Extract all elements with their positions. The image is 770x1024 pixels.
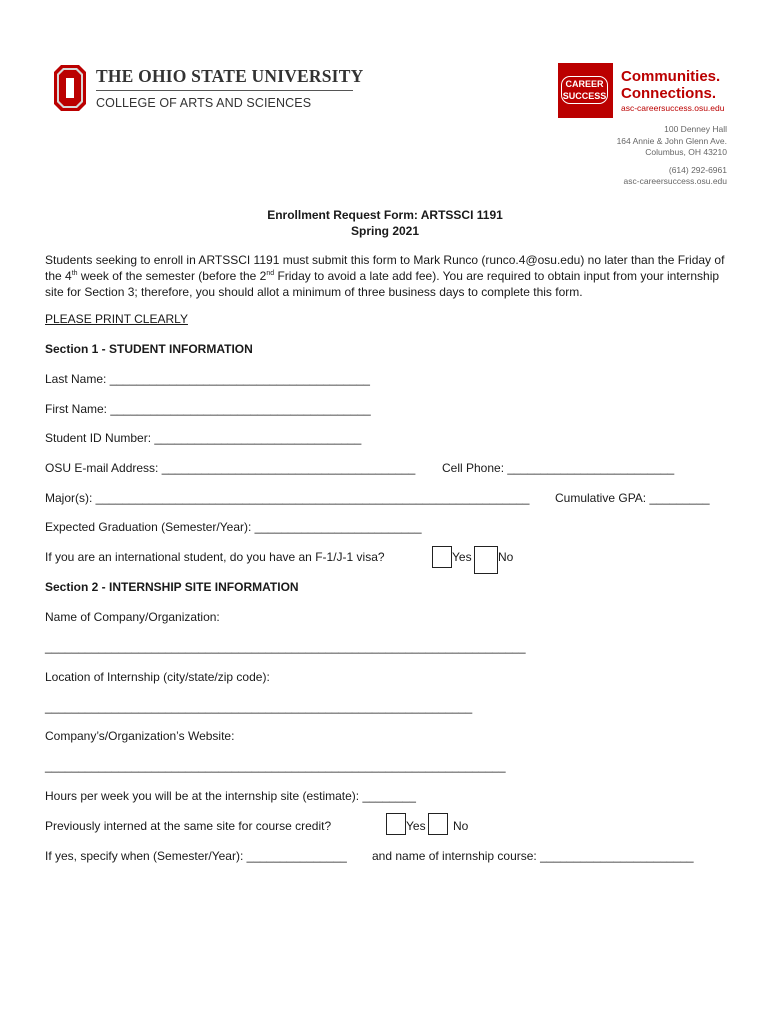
- intro-paragraph: [45, 252, 735, 300]
- college-name: COLLEGE OF ARTS AND SCIENCES: [96, 96, 312, 110]
- tagline-communities: Communities.: [621, 68, 721, 85]
- student-id-field[interactable]: Student ID Number: _______________________________: [45, 431, 362, 445]
- osu-block-o-logo: [54, 65, 86, 111]
- tagline-connections: Connections.: [621, 85, 717, 102]
- gpa-field[interactable]: Cumulative GPA: _________: [555, 491, 710, 505]
- intro-text-a: Students seeking to enroll in ARTSSCI 1191 must submit this form to Mark Runco (runco.4@osu.edu) no later than the Friday of the 4: [45, 253, 725, 283]
- location-field[interactable]: ________________________________________________________________: [45, 700, 473, 714]
- visa-question: If you are an international student, do you have an F-1/J-1 visa?: [45, 550, 385, 564]
- visa-yes-checkbox[interactable]: [432, 546, 452, 568]
- company-name-label: Name of Company/Organization:: [45, 610, 220, 624]
- intro-text-b: week of the semester (before the 2: [77, 269, 267, 283]
- previously-interned-question: Previously interned at the same site for course credit?: [45, 819, 332, 833]
- interned-yes-label: Yes: [406, 819, 426, 833]
- intro-sup-th: th: [71, 270, 78, 277]
- visa-yes-label: Yes: [452, 550, 472, 564]
- tagline-url: asc-careersuccess.osu.edu: [621, 103, 725, 113]
- company-name-field[interactable]: ________________________________________________________________________: [45, 640, 526, 654]
- first-name-field[interactable]: First Name: _______________________________________: [45, 402, 371, 416]
- header-rule: [96, 90, 353, 91]
- career-success-logo: [558, 63, 613, 118]
- intro-text-c: Friday to avoid a late add fee). You are required to obtain input from your internship site for Section 3; therefore, you should allot a minimum of three business days to complete this form.: [45, 269, 720, 299]
- address-phone: (614) 292-6961: [668, 164, 727, 175]
- form-term: Spring 2021: [350, 224, 420, 238]
- major-field[interactable]: Major(s): _________________________________________________________________: [45, 491, 530, 505]
- address-web: asc-careersuccess.osu.edu: [623, 176, 727, 186]
- visa-no-checkbox[interactable]: [474, 546, 498, 574]
- interned-no-checkbox[interactable]: [428, 813, 448, 835]
- form-title: Enrollment Request Form: ARTSSCI 1191: [267, 208, 503, 222]
- if-yes-when-field[interactable]: If yes, specify when (Semester/Year): _______________: [45, 849, 347, 863]
- career-badge-top: CAREER: [565, 79, 604, 89]
- career-badge-bottom: SUCCESS: [562, 91, 607, 101]
- university-name: THE OHIO STATE UNIVERSITY: [96, 66, 364, 86]
- address-line-3: Columbus, OH 43210: [645, 147, 727, 157]
- interned-yes-checkbox[interactable]: [386, 813, 406, 835]
- section-1-heading: Section 1 - STUDENT INFORMATION: [45, 342, 253, 356]
- career-success-badge: [561, 76, 608, 104]
- address-block: [617, 124, 727, 188]
- location-label: Location of Internship (city/state/zip code):: [45, 670, 270, 684]
- last-name-field[interactable]: Last Name: _______________________________________: [45, 372, 370, 386]
- expected-graduation-field[interactable]: Expected Graduation (Semester/Year): _________________________: [45, 520, 422, 534]
- internship-course-field[interactable]: and name of internship course: _______________________: [372, 849, 694, 863]
- hours-per-week-field[interactable]: Hours per week you will be at the internship site (estimate): ________: [45, 789, 416, 803]
- website-label: Company’s/Organization’s Website:: [45, 729, 235, 743]
- section-2-heading: Section 2 - INTERNSHIP SITE INFORMATION: [45, 580, 299, 594]
- cell-phone-field[interactable]: Cell Phone: _________________________: [442, 461, 675, 475]
- address-line-2: 164 Annie & John Glenn Ave.: [616, 135, 727, 146]
- website-field[interactable]: _____________________________________________________________________: [45, 759, 506, 773]
- osu-email-field[interactable]: OSU E-mail Address: ______________________________________: [45, 461, 416, 475]
- interned-no-label: No: [453, 819, 469, 833]
- address-line-1: 100 Denney Hall: [664, 124, 727, 134]
- print-clearly-note: PLEASE PRINT CLEARLY: [45, 312, 188, 326]
- visa-no-label: No: [498, 550, 514, 564]
- intro-sup-nd: nd: [266, 270, 275, 277]
